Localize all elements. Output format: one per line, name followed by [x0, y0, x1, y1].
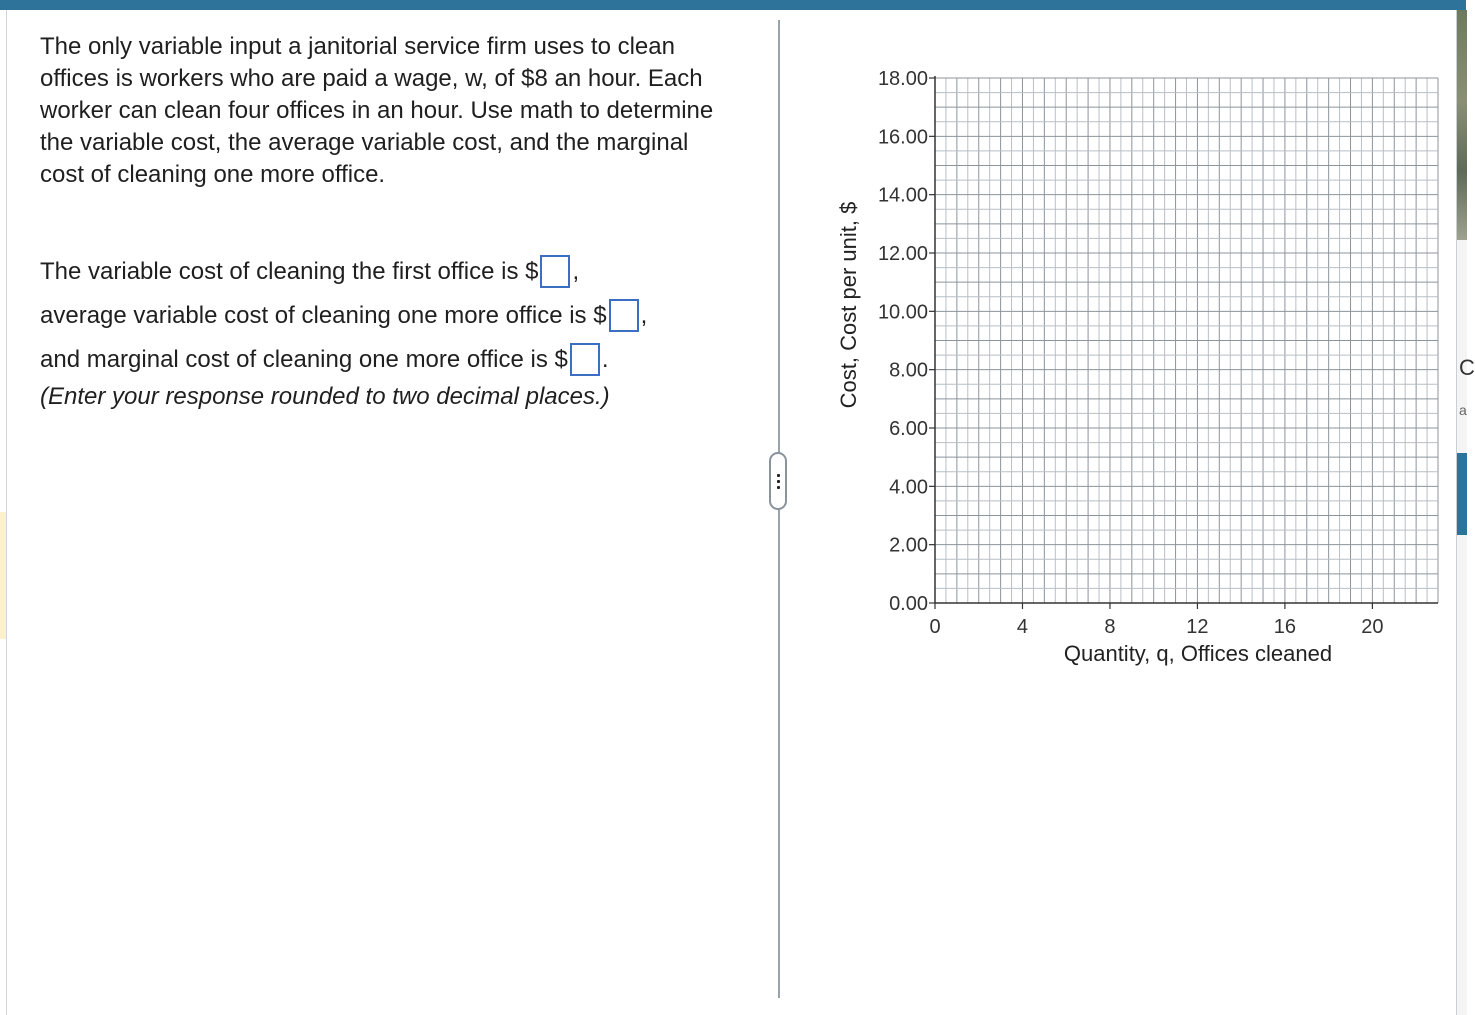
- x-tick-label: 12: [1186, 616, 1209, 638]
- y-tick-label: 2.00: [889, 534, 928, 557]
- y-axis-label: Cost, Cost per unit, $: [836, 201, 861, 409]
- y-tick-label: 6.00: [889, 418, 928, 440]
- grip-dot-icon: [777, 480, 780, 483]
- y-tick-label: 0.00: [889, 593, 928, 615]
- vc-label: The variable cost of cleaning the first office is $: [40, 258, 539, 285]
- vc-line: [40, 255, 740, 299]
- y-tick-label: 18.00: [877, 68, 928, 90]
- mc-answer-box[interactable]: [570, 343, 600, 376]
- left-highlight-tab: [0, 512, 6, 639]
- avc-line: [40, 299, 740, 343]
- x-tick-label: 20: [1361, 616, 1384, 638]
- instruction-note: (Enter your response rounded to two decimal places.): [40, 383, 610, 410]
- partial-glyph: a: [1459, 402, 1467, 418]
- grip-dot-icon: [777, 486, 780, 489]
- y-tick-label: 12.00: [877, 243, 928, 265]
- x-tick-label: 0: [929, 616, 941, 638]
- partial-glyph: C: [1459, 355, 1475, 380]
- grip-dot-icon: [777, 474, 780, 477]
- avc-suffix: ,: [640, 302, 648, 329]
- chart-grid: [935, 78, 1438, 603]
- y-tick-labels: [878, 68, 935, 615]
- y-tick-label: 4.00: [889, 476, 928, 499]
- top-bar: [0, 0, 1466, 10]
- avc-answer-box[interactable]: [609, 299, 639, 332]
- mc-suffix: .: [601, 346, 609, 373]
- x-tick-label: 8: [1104, 616, 1116, 638]
- cost-graph[interactable]: [820, 60, 1450, 680]
- vc-suffix: ,: [572, 258, 580, 285]
- panel-resize-handle[interactable]: [769, 452, 787, 510]
- x-axis-label: Quantity, q, Offices cleaned: [1063, 641, 1333, 666]
- x-tick-labels: [929, 603, 1383, 638]
- background-image-fragment: [1457, 10, 1467, 240]
- partial-blue-button[interactable]: [1457, 453, 1467, 535]
- answer-section: [40, 255, 740, 413]
- vc-answer-box[interactable]: [540, 255, 570, 288]
- right-panel-edge: [1456, 10, 1475, 1015]
- left-border: [6, 10, 7, 1015]
- avc-label: average variable cost of cleaning one more office is $: [40, 302, 607, 329]
- x-tick-label: 4: [1016, 616, 1029, 638]
- y-tick-label: 10.00: [877, 301, 928, 324]
- y-tick-label: 16.00: [877, 126, 928, 149]
- question-text: The only variable input a janitorial service firm uses to clean offices is workers who are paid a wage, w, of $8 an hour. Each worker can clean four offices in an hour. Use math to determine the variable cost, the average variable cost, and the marginal cost of cleaning one more office.: [40, 33, 714, 188]
- y-tick-label: 8.00: [889, 359, 928, 382]
- y-tick-label: 14.00: [877, 184, 928, 207]
- x-tick-label: 16: [1273, 616, 1297, 638]
- mc-label: and marginal cost of cleaning one more office is $: [40, 346, 568, 373]
